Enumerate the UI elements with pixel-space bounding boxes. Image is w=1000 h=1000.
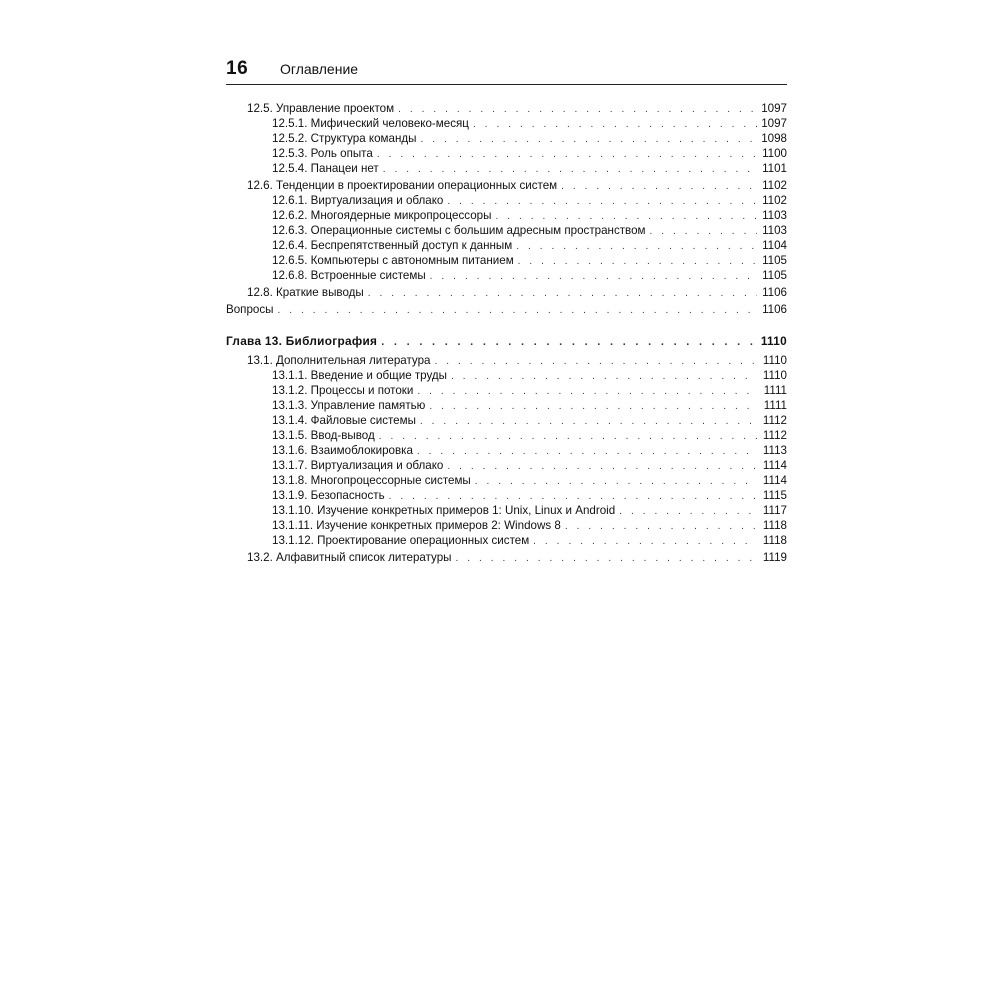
toc-entry-page: 1119 (762, 551, 787, 564)
toc-dot-leader (516, 239, 757, 254)
toc-entry-page: 1110 (762, 369, 787, 382)
toc-entry-page: 1111 (763, 384, 787, 397)
toc-entry-page: 1111 (763, 399, 787, 412)
toc-entry-page: 1097 (761, 102, 787, 115)
toc-entry-title: 13.1.7. Виртуализация и облако (272, 458, 447, 473)
toc-entry[interactable] (226, 253, 787, 268)
page-header (226, 58, 787, 85)
toc-dot-leader (456, 551, 758, 566)
toc-entry-page: 1112 (762, 414, 787, 427)
toc-dot-leader (650, 224, 757, 239)
toc-dot-leader (381, 335, 757, 350)
toc-entry-title: 12.5.1. Мифический человеко-месяц (272, 116, 473, 131)
toc-entry[interactable] (226, 518, 787, 533)
toc-entry[interactable] (226, 146, 787, 161)
toc-entry[interactable] (226, 443, 787, 458)
toc-entry[interactable] (226, 223, 787, 238)
toc-entry[interactable] (226, 208, 787, 223)
toc-entry-page: 1098 (761, 132, 787, 145)
toc-entry[interactable] (226, 193, 787, 208)
toc-entry-title: 13.2. Алфавитный список литературы (247, 550, 456, 565)
toc-dot-leader (420, 414, 757, 429)
toc-entry-page: 1097 (761, 117, 787, 130)
toc-dot-leader (278, 303, 758, 318)
page-number: 16 (226, 58, 249, 79)
toc-entry-page: 1110 (760, 334, 787, 348)
toc-dot-leader (398, 102, 757, 117)
toc-entry-title: 12.6.3. Операционные системы с большим адресным пространством (272, 223, 650, 238)
toc-entry-page: 1105 (762, 269, 787, 282)
toc-entry-title: 13.1.12. Проектирование операционных систем (272, 533, 533, 548)
toc-entry[interactable] (226, 178, 787, 193)
toc-entry-page: 1114 (762, 474, 787, 487)
toc-entry-title: 12.6.4. Беспрепятственный доступ к данным (272, 238, 516, 253)
toc-entry[interactable] (226, 503, 787, 518)
toc-entry-title: 13.1.1. Введение и общие труды (272, 368, 451, 383)
toc-entry-title: Глава 13. Библиография (226, 334, 381, 349)
toc-entry-page: 1106 (762, 286, 787, 299)
toc-entry-title: 12.6. Тенденции в проектировании операционных систем (247, 178, 561, 193)
toc-entry-page: 1102 (762, 179, 787, 192)
toc-entry-title: 12.6.5. Компьютеры с автономным питанием (272, 253, 518, 268)
toc-entry[interactable] (226, 285, 787, 300)
toc-dot-leader (417, 384, 757, 399)
toc-entry-page: 1106 (762, 303, 787, 316)
toc-entry-title: 12.8. Краткие выводы (247, 285, 368, 300)
toc-dot-leader (495, 209, 757, 224)
toc-entry-title: Вопросы (226, 302, 278, 317)
toc-entry-title: 13.1.5. Ввод-вывод (272, 428, 379, 443)
toc-entry-title: 13.1.2. Процессы и потоки (272, 383, 417, 398)
toc-dot-leader (473, 117, 757, 132)
toc-entry-title: 12.6.2. Многоядерные микропроцессоры (272, 208, 495, 223)
toc-entry-page: 1104 (762, 239, 787, 252)
toc-dot-leader (430, 269, 757, 284)
toc-entry[interactable] (226, 238, 787, 253)
toc-entry[interactable] (226, 398, 787, 413)
running-title: Оглавление (280, 61, 359, 77)
toc-entry-title: 13.1.10. Изучение конкретных примеров 1: Unix, Linux и Android (272, 503, 619, 518)
toc-dot-leader (420, 132, 757, 147)
toc-entry[interactable] (226, 131, 787, 146)
toc-entry[interactable] (226, 383, 787, 398)
toc-dot-leader (619, 504, 757, 519)
toc-entry[interactable] (226, 413, 787, 428)
toc-entry-title: 13.1.8. Многопроцессорные системы (272, 473, 475, 488)
toc-dot-leader (379, 429, 757, 444)
toc-entry-page: 1110 (762, 354, 787, 367)
toc-entry[interactable] (226, 458, 787, 473)
toc-entry-title: 13.1. Дополнительная литература (247, 353, 434, 368)
toc-entry[interactable] (226, 161, 787, 176)
toc-entry-page: 1117 (762, 504, 787, 517)
toc-entry[interactable] (226, 550, 787, 565)
toc-entry-title: 12.5.2. Структура команды (272, 131, 420, 146)
toc-entry[interactable] (226, 533, 787, 548)
toc-dot-leader (429, 399, 757, 414)
toc-entry-page: 1100 (762, 147, 787, 160)
toc-entry-title: 13.1.9. Безопасность (272, 488, 389, 503)
toc-dot-leader (434, 354, 757, 369)
toc-entry[interactable] (226, 428, 787, 443)
toc-entry-title: 12.6.1. Виртуализация и облако (272, 193, 447, 208)
toc-entry[interactable] (226, 101, 787, 116)
toc-dot-leader (377, 147, 757, 162)
toc-dot-leader (417, 444, 757, 459)
toc-entry-page: 1112 (762, 429, 787, 442)
toc-entry-page: 1118 (762, 534, 787, 547)
toc-entry[interactable] (226, 473, 787, 488)
toc-dot-leader (561, 179, 757, 194)
toc-entry-title: 12.5.3. Роль опыта (272, 146, 377, 161)
toc-chapter-entry[interactable] (226, 334, 787, 349)
document-page (226, 58, 787, 565)
toc-entry-page: 1114 (762, 459, 787, 472)
toc-entry-page: 1113 (762, 444, 787, 457)
toc-entry-page: 1115 (762, 489, 787, 502)
toc-entry-title: 13.1.11. Изучение конкретных примеров 2: Windows 8 (272, 518, 565, 533)
toc-dot-leader (518, 254, 757, 269)
toc-dot-leader (368, 286, 757, 301)
toc-entry[interactable] (226, 116, 787, 131)
toc-dot-leader (389, 489, 757, 504)
toc-dot-leader (447, 459, 757, 474)
toc-dot-leader (565, 519, 757, 534)
toc-dot-leader (383, 162, 757, 177)
toc-dot-leader (533, 534, 757, 549)
toc-entry-title: 12.6.8. Встроенные системы (272, 268, 430, 283)
table-of-contents (226, 101, 787, 565)
toc-entry-page: 1118 (762, 519, 787, 532)
toc-entry-page: 1103 (762, 209, 787, 222)
toc-entry[interactable] (226, 368, 787, 383)
toc-entry[interactable] (226, 268, 787, 283)
toc-entry-title: 13.1.4. Файловые системы (272, 413, 420, 428)
toc-entry-title: 13.1.3. Управление памятью (272, 398, 429, 413)
toc-entry-page: 1105 (762, 254, 787, 267)
toc-entry[interactable] (226, 302, 787, 317)
toc-entry-title: 12.5. Управление проектом (247, 101, 398, 116)
toc-entry-title: 12.5.4. Панацеи нет (272, 161, 383, 176)
toc-entry-page: 1102 (762, 194, 787, 207)
toc-entry-page: 1101 (762, 162, 787, 175)
toc-entry[interactable] (226, 353, 787, 368)
toc-dot-leader (447, 194, 757, 209)
toc-entry-title: 13.1.6. Взаимоблокировка (272, 443, 417, 458)
toc-entry-page: 1103 (762, 224, 787, 237)
toc-entry[interactable] (226, 488, 787, 503)
toc-dot-leader (451, 369, 757, 384)
toc-dot-leader (475, 474, 757, 489)
